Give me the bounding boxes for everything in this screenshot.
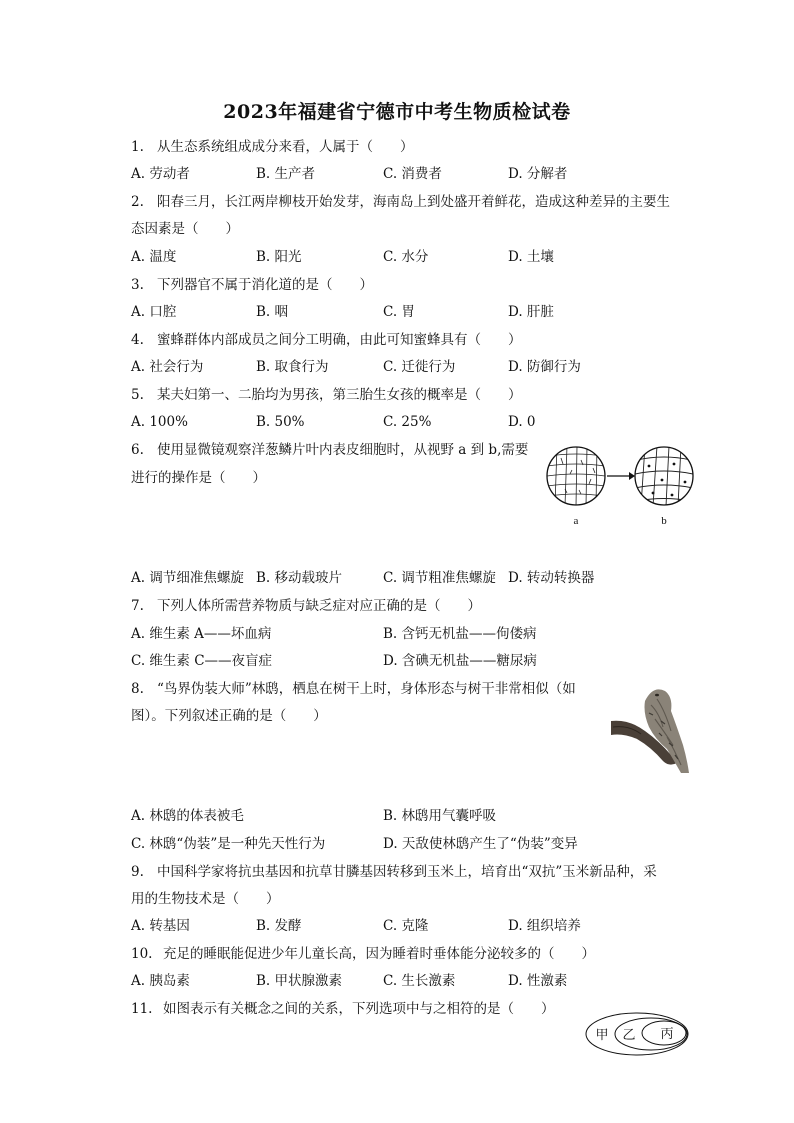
option-b: B. 含钙无机盐——佝偻病: [383, 626, 537, 642]
arrow-head: [629, 472, 635, 480]
question-number: 10.: [131, 946, 153, 962]
option-b: B. 发酵: [256, 918, 302, 934]
option-a: A. 林鸱的体表被毛: [131, 808, 244, 824]
option-a: A. 维生素 A——坏血病: [131, 626, 272, 642]
field-a-label: a: [573, 515, 579, 527]
question-10: [131, 944, 595, 964]
option-d: D. 0: [508, 414, 536, 430]
option-c: C. 林鸱“伪装”是一种先天性行为: [131, 836, 326, 852]
concept-relation-diagram: [584, 1011, 692, 1057]
option-a: A. 口腔: [131, 304, 177, 320]
option-a: A. 调节细准焦螺旋: [131, 570, 244, 586]
question-11: [131, 999, 555, 1019]
option-d: D. 土壤: [508, 249, 554, 265]
option-a: A. 劳动者: [131, 166, 190, 182]
question-number: 5.: [131, 387, 144, 403]
options-8-row-1: [131, 806, 691, 826]
option-c: C. 克隆: [383, 918, 429, 934]
options-10: [131, 971, 691, 991]
question-text: 中国科学家将抗虫基因和抗草甘膦基因转移到玉米上，培育出“双抗”玉米新品种，采: [157, 864, 657, 880]
question-number: 2.: [131, 194, 144, 210]
option-b: B. 阳光: [256, 249, 302, 265]
option-b: B. 取食行为: [256, 359, 329, 375]
label-jia: 甲: [595, 1028, 609, 1043]
options-7-row-1: [131, 624, 691, 644]
option-c: C. 维生素 C——夜盲症: [131, 653, 273, 669]
option-c: C. 25%: [383, 414, 432, 430]
question-number: 1.: [131, 139, 144, 155]
option-d: D. 组织培养: [508, 918, 581, 934]
option-a: A. 温度: [131, 249, 177, 265]
option-a: A. 社会行为: [131, 359, 204, 375]
options-2: [131, 247, 691, 267]
question-6: [131, 440, 528, 460]
option-d: D. 含碘无机盐——糖尿病: [383, 653, 537, 669]
page-title: 2023年福建省宁德市中考生物质检试卷: [223, 101, 571, 123]
options-5: [131, 412, 691, 432]
question-number: 11.: [131, 1001, 153, 1017]
question-text: “鸟界伪装大师”林鸱，栖息在树干上时，身体形态与树干非常相似（如: [157, 681, 576, 697]
potoo-bird-photo: [611, 683, 695, 775]
option-b: B. 生产者: [256, 166, 316, 182]
option-d: D. 肝脏: [508, 304, 554, 320]
question-text: 如图表示有关概念之间的关系，下列选项中与之相符的是（ ）: [163, 1001, 555, 1017]
question-number: 8.: [131, 681, 144, 697]
options-8-row-2: [131, 834, 691, 854]
question-text: 从生态系统组成成分来看，人属于（ ）: [157, 139, 414, 155]
question-number: 7.: [131, 598, 144, 614]
question-3: [131, 275, 373, 295]
option-c: C. 迁徙行为: [383, 359, 456, 375]
question-text-continued: 态因素是（ ）: [131, 221, 239, 237]
question-number: 4.: [131, 332, 144, 348]
question-8: [131, 679, 576, 699]
options-9: [131, 916, 691, 936]
options-3: [131, 302, 691, 322]
options-1: [131, 164, 691, 184]
question-7: [131, 596, 481, 616]
question-5: [131, 385, 522, 405]
question-text: 蜜蜂群体内部成员之间分工明确，由此可知蜜蜂具有（ ）: [157, 332, 522, 348]
question-1: [131, 137, 414, 157]
option-d: D. 天敌使林鸱产生了“伪装”变异: [383, 836, 578, 852]
option-d: D. 转动转换器: [508, 570, 595, 586]
question-2-line-2: [131, 219, 239, 239]
question-4: [131, 330, 522, 350]
question-number: 9.: [131, 864, 144, 880]
label-bing: 丙: [660, 1027, 674, 1042]
field-b-circle: [635, 447, 693, 505]
label-yi: 乙: [622, 1028, 636, 1043]
question-text: 下列人体所需营养物质与缺乏症对应正确的是（ ）: [157, 598, 481, 614]
option-d: D. 性激素: [508, 973, 568, 989]
question-text: 某夫妇第一、二胎均为男孩，第三胎生女孩的概率是（ ）: [157, 387, 522, 403]
question-text-continued: 图）。下列叙述正确的是（ ）: [131, 708, 327, 724]
question-text-continued: 进行的操作是（ ）: [131, 470, 266, 486]
question-text: 阳春三月，长江两岸柳枝开始发芽，海南岛上到处盛开着鲜花，造成这种差异的主要生: [157, 194, 670, 210]
option-c: C. 胃: [383, 304, 415, 320]
question-number: 3.: [131, 277, 144, 293]
options-4: [131, 357, 691, 377]
question-text: 使用显微镜观察洋葱鳞片叶内表皮细胞时，从视野 a 到 b,需要: [157, 442, 529, 458]
option-a: A. 胰岛素: [131, 973, 190, 989]
question-text: 充足的睡眠能促进少年儿童长高，因为睡着时垂体能分泌较多的（ ）: [163, 946, 595, 962]
option-c: C. 消费者: [383, 166, 442, 182]
options-7-row-2: [131, 651, 691, 671]
option-d: D. 防御行为: [508, 359, 581, 375]
question-9: [131, 862, 657, 882]
option-a: A. 100%: [131, 414, 188, 430]
option-c: C. 生长激素: [383, 973, 456, 989]
question-6-line-2: [131, 468, 266, 488]
option-a: A. 转基因: [131, 918, 190, 934]
option-b: B. 甲状腺激素: [256, 973, 343, 989]
option-b: B. 移动载玻片: [256, 570, 343, 586]
field-b-label: b: [661, 515, 667, 527]
option-b: B. 咽: [256, 304, 289, 320]
option-b: B. 50%: [256, 414, 305, 430]
question-8-line-2: [131, 706, 327, 726]
option-c: C. 水分: [383, 249, 429, 265]
option-b: B. 林鸱用气囊呼吸: [383, 808, 497, 824]
bird-eye: [655, 694, 659, 697]
question-number: 6.: [131, 442, 144, 458]
question-2: [131, 192, 670, 212]
option-d: D. 分解者: [508, 166, 568, 182]
microscope-field-figure: [545, 446, 700, 530]
question-9-line-2: [131, 889, 280, 909]
question-text: 下列器官不属于消化道的是（ ）: [157, 277, 373, 293]
question-text-continued: 用的生物技术是（ ）: [131, 891, 280, 907]
options-6: [131, 568, 691, 588]
option-c: C. 调节粗准焦螺旋: [383, 570, 496, 586]
